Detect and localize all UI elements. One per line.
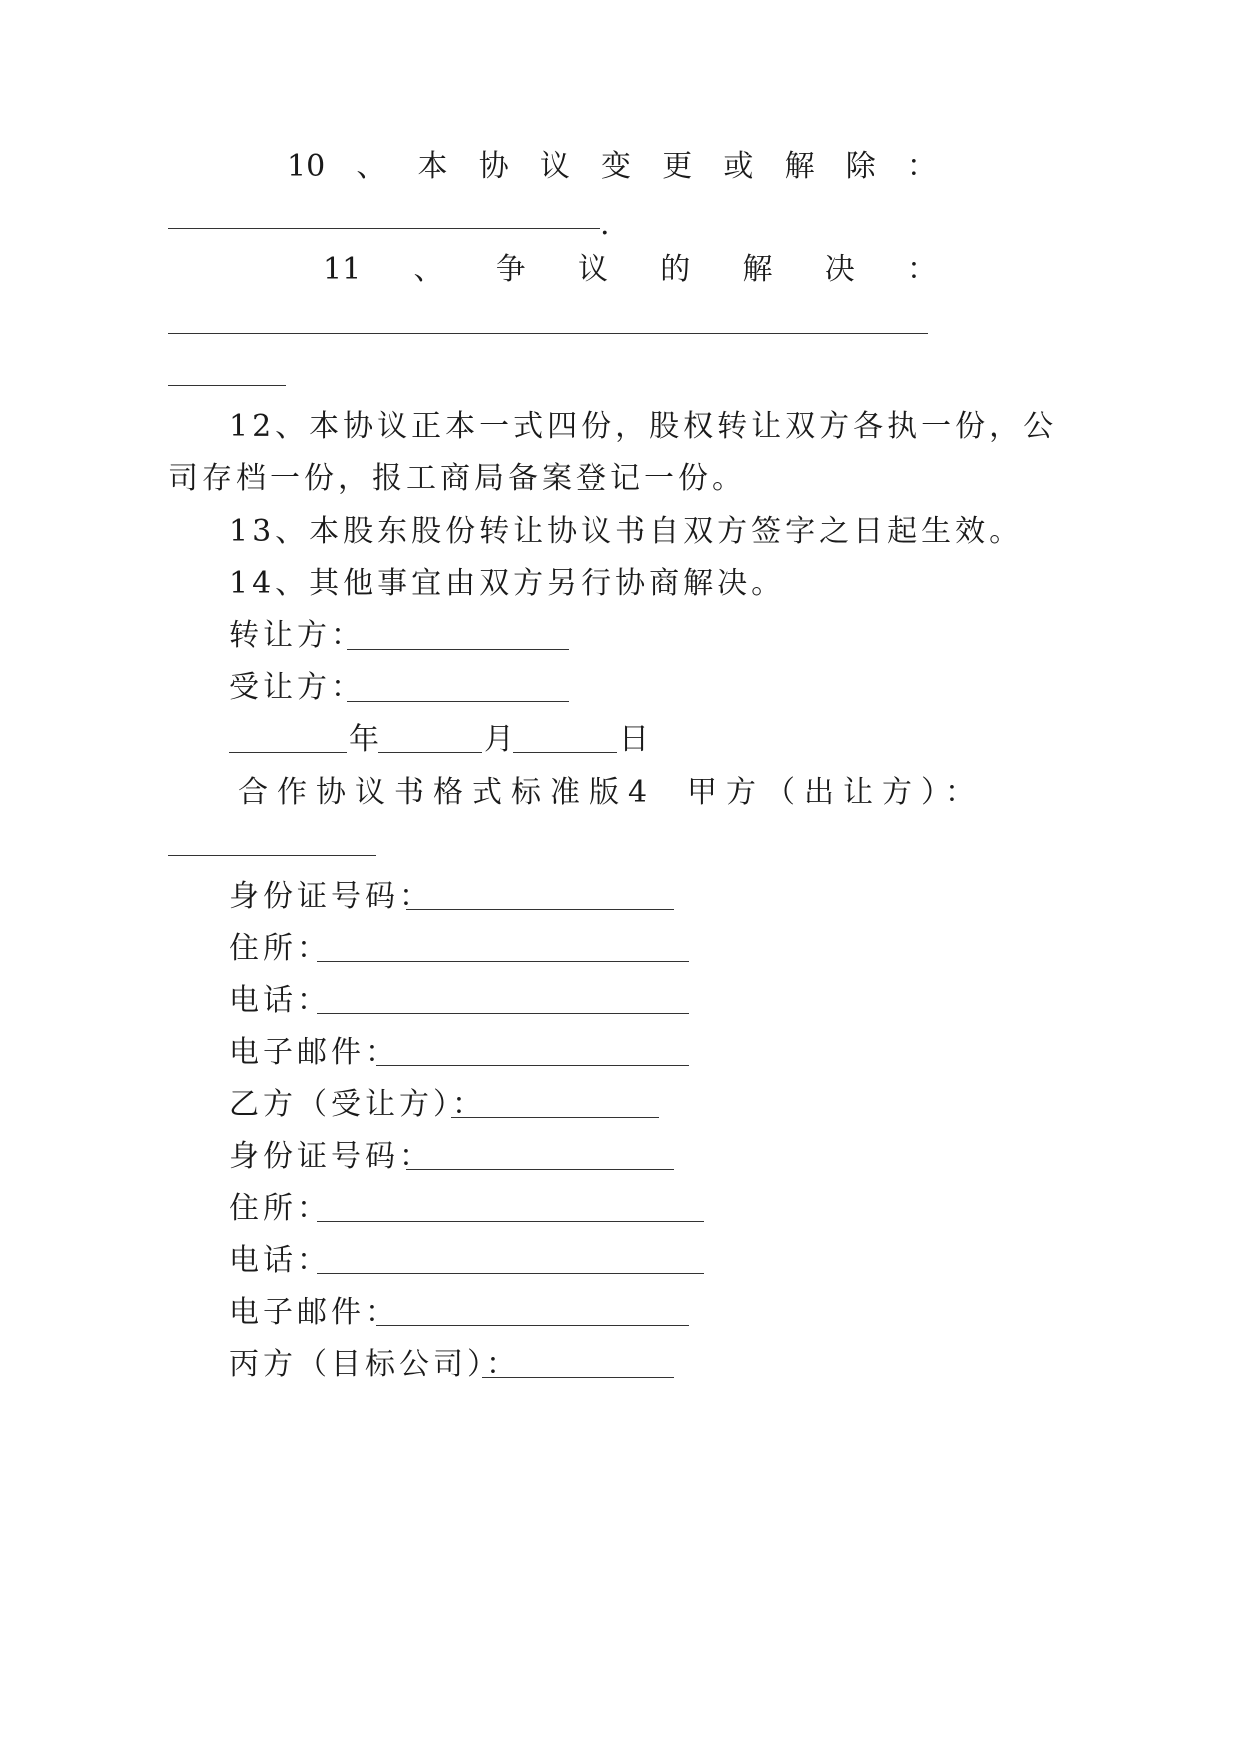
party-a-address-label: 住所： xyxy=(229,931,331,966)
party-b-email-label: 电子邮件： xyxy=(229,1295,399,1330)
party-b-address-blank xyxy=(317,1221,704,1222)
transferee-label: 受让方： xyxy=(229,670,365,705)
party-b-phone-blank xyxy=(317,1273,704,1274)
clause-number: 11 xyxy=(323,252,362,287)
clause-10-heading: 10 、 本 协 议 变 更 或 解 除 ： xyxy=(287,147,937,187)
party-b-id-blank xyxy=(406,1169,674,1170)
party-b-phone-label: 电话： xyxy=(229,1243,331,1278)
clause-13: 13、本股东股份转让协议书自双方签字之日起生效。 xyxy=(229,514,1024,549)
month-blank xyxy=(378,752,482,753)
party-a-id-label: 身份证号码： xyxy=(229,879,433,914)
section-title: 合作协议书格式标准版4 xyxy=(238,775,657,810)
day-blank xyxy=(513,752,617,753)
clause-11-blank-line1 xyxy=(168,333,928,334)
transferor-label: 转让方： xyxy=(229,618,365,653)
party-a-phone-label: 电话： xyxy=(229,983,331,1018)
party-c-blank xyxy=(482,1377,674,1378)
party-b-address-label: 住所： xyxy=(229,1191,331,1226)
party-c-heading: 丙方（目标公司）： xyxy=(229,1347,520,1382)
party-b-email-blank xyxy=(376,1325,689,1326)
party-a-heading: 甲方（出让方）： xyxy=(687,775,984,810)
clause-10-blank xyxy=(168,228,600,229)
clause-11-blank-line2 xyxy=(168,385,286,386)
month-label: 月 xyxy=(484,722,518,757)
clause-14: 14、其他事宜由双方另行协商解决。 xyxy=(229,566,786,601)
day-label: 日 xyxy=(619,722,653,757)
clause-10-period: . xyxy=(600,207,614,242)
party-a-address-blank xyxy=(317,961,689,962)
party-b-heading: 乙方（受让方）： xyxy=(229,1087,486,1122)
party-a-email-label: 电子邮件： xyxy=(229,1035,399,1070)
year-label: 年 xyxy=(349,722,383,757)
transferor-blank xyxy=(347,649,569,650)
clause-12-line1: 12、本协议正本一式四份，股权转让双方各执一份，公 xyxy=(229,409,1058,444)
party-a-id-blank xyxy=(406,909,674,910)
party-b-blank xyxy=(451,1117,659,1118)
year-blank xyxy=(229,752,347,753)
clause-12-line2: 司存档一份，报工商局备案登记一份。 xyxy=(168,461,746,496)
party-b-id-label: 身份证号码： xyxy=(229,1139,433,1174)
party-a-blank xyxy=(168,855,376,856)
party-a-email-blank xyxy=(376,1065,689,1066)
clause-11-heading: 11 、 争 议 的 解 决 ： xyxy=(323,250,937,290)
clause-number: 10 xyxy=(287,149,326,184)
transferee-blank xyxy=(347,701,569,702)
party-a-phone-blank xyxy=(317,1013,689,1014)
